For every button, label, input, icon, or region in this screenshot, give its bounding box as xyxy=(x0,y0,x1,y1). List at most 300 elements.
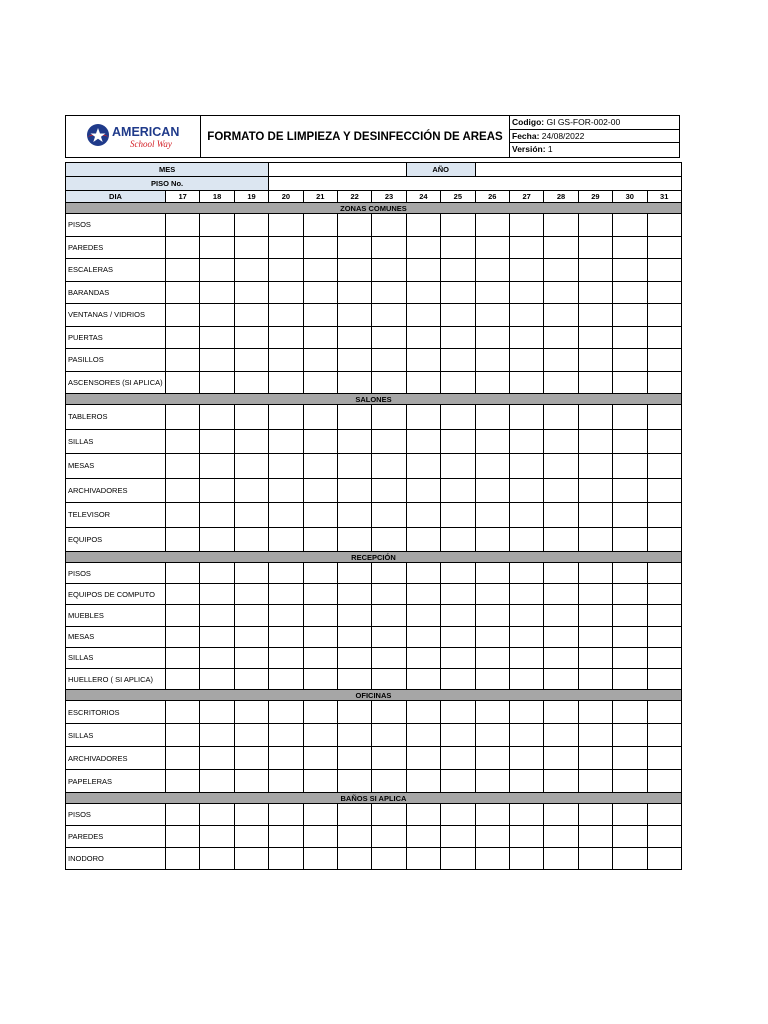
check-cell[interactable] xyxy=(647,701,681,724)
check-cell[interactable] xyxy=(234,826,268,848)
check-cell[interactable] xyxy=(166,563,200,584)
check-cell[interactable] xyxy=(166,848,200,870)
check-cell[interactable] xyxy=(269,647,303,668)
check-cell[interactable] xyxy=(475,503,509,528)
check-cell[interactable] xyxy=(475,454,509,479)
check-cell[interactable] xyxy=(544,584,578,605)
check-cell[interactable] xyxy=(578,848,612,870)
check-cell[interactable] xyxy=(475,584,509,605)
check-cell[interactable] xyxy=(578,724,612,747)
check-cell[interactable] xyxy=(613,563,647,584)
check-cell[interactable] xyxy=(406,848,440,870)
check-cell[interactable] xyxy=(647,349,681,372)
check-cell[interactable] xyxy=(647,647,681,668)
check-cell[interactable] xyxy=(372,848,406,870)
check-cell[interactable] xyxy=(613,848,647,870)
check-cell[interactable] xyxy=(303,454,337,479)
check-cell[interactable] xyxy=(441,371,475,394)
check-cell[interactable] xyxy=(166,214,200,237)
check-cell[interactable] xyxy=(509,527,543,552)
check-cell[interactable] xyxy=(234,724,268,747)
check-cell[interactable] xyxy=(166,647,200,668)
check-cell[interactable] xyxy=(337,503,371,528)
check-cell[interactable] xyxy=(578,647,612,668)
check-cell[interactable] xyxy=(372,527,406,552)
check-cell[interactable] xyxy=(303,747,337,770)
check-cell[interactable] xyxy=(234,454,268,479)
check-cell[interactable] xyxy=(441,405,475,430)
check-cell[interactable] xyxy=(200,478,234,503)
check-cell[interactable] xyxy=(166,478,200,503)
check-cell[interactable] xyxy=(613,647,647,668)
check-cell[interactable] xyxy=(406,770,440,793)
check-cell[interactable] xyxy=(337,405,371,430)
check-cell[interactable] xyxy=(303,304,337,327)
check-cell[interactable] xyxy=(544,747,578,770)
check-cell[interactable] xyxy=(441,747,475,770)
check-cell[interactable] xyxy=(166,304,200,327)
check-cell[interactable] xyxy=(303,848,337,870)
check-cell[interactable] xyxy=(372,701,406,724)
check-cell[interactable] xyxy=(337,259,371,282)
check-cell[interactable] xyxy=(509,584,543,605)
check-cell[interactable] xyxy=(372,503,406,528)
check-cell[interactable] xyxy=(406,454,440,479)
check-cell[interactable] xyxy=(269,326,303,349)
check-cell[interactable] xyxy=(441,647,475,668)
check-cell[interactable] xyxy=(406,429,440,454)
check-cell[interactable] xyxy=(406,647,440,668)
check-cell[interactable] xyxy=(647,724,681,747)
check-cell[interactable] xyxy=(406,214,440,237)
check-cell[interactable] xyxy=(337,563,371,584)
check-cell[interactable] xyxy=(234,848,268,870)
check-cell[interactable] xyxy=(613,724,647,747)
check-cell[interactable] xyxy=(269,371,303,394)
check-cell[interactable] xyxy=(166,724,200,747)
check-cell[interactable] xyxy=(509,747,543,770)
check-cell[interactable] xyxy=(234,605,268,626)
check-cell[interactable] xyxy=(509,259,543,282)
check-cell[interactable] xyxy=(613,349,647,372)
check-cell[interactable] xyxy=(337,214,371,237)
check-cell[interactable] xyxy=(372,826,406,848)
check-cell[interactable] xyxy=(303,563,337,584)
check-cell[interactable] xyxy=(441,214,475,237)
check-cell[interactable] xyxy=(372,214,406,237)
check-cell[interactable] xyxy=(544,259,578,282)
check-cell[interactable] xyxy=(200,349,234,372)
check-cell[interactable] xyxy=(441,563,475,584)
check-cell[interactable] xyxy=(166,405,200,430)
check-cell[interactable] xyxy=(406,584,440,605)
check-cell[interactable] xyxy=(200,304,234,327)
check-cell[interactable] xyxy=(613,326,647,349)
check-cell[interactable] xyxy=(234,701,268,724)
check-cell[interactable] xyxy=(544,826,578,848)
check-cell[interactable] xyxy=(166,371,200,394)
check-cell[interactable] xyxy=(200,405,234,430)
check-cell[interactable] xyxy=(234,584,268,605)
check-cell[interactable] xyxy=(406,503,440,528)
check-cell[interactable] xyxy=(269,584,303,605)
check-cell[interactable] xyxy=(269,304,303,327)
check-cell[interactable] xyxy=(234,236,268,259)
check-cell[interactable] xyxy=(544,405,578,430)
check-cell[interactable] xyxy=(200,626,234,647)
check-cell[interactable] xyxy=(613,214,647,237)
check-cell[interactable] xyxy=(647,804,681,826)
check-cell[interactable] xyxy=(475,478,509,503)
check-cell[interactable] xyxy=(200,236,234,259)
check-cell[interactable] xyxy=(200,454,234,479)
check-cell[interactable] xyxy=(613,429,647,454)
check-cell[interactable] xyxy=(475,724,509,747)
check-cell[interactable] xyxy=(337,527,371,552)
check-cell[interactable] xyxy=(509,647,543,668)
check-cell[interactable] xyxy=(509,563,543,584)
check-cell[interactable] xyxy=(166,454,200,479)
check-cell[interactable] xyxy=(647,429,681,454)
check-cell[interactable] xyxy=(544,605,578,626)
check-cell[interactable] xyxy=(303,584,337,605)
check-cell[interactable] xyxy=(337,826,371,848)
check-cell[interactable] xyxy=(337,349,371,372)
check-cell[interactable] xyxy=(613,770,647,793)
check-cell[interactable] xyxy=(509,236,543,259)
check-cell[interactable] xyxy=(475,848,509,870)
check-cell[interactable] xyxy=(509,326,543,349)
check-cell[interactable] xyxy=(647,563,681,584)
check-cell[interactable] xyxy=(303,214,337,237)
check-cell[interactable] xyxy=(406,304,440,327)
check-cell[interactable] xyxy=(372,405,406,430)
check-cell[interactable] xyxy=(578,236,612,259)
check-cell[interactable] xyxy=(647,371,681,394)
check-cell[interactable] xyxy=(234,429,268,454)
check-cell[interactable] xyxy=(372,304,406,327)
check-cell[interactable] xyxy=(269,236,303,259)
check-cell[interactable] xyxy=(406,747,440,770)
check-cell[interactable] xyxy=(337,281,371,304)
check-cell[interactable] xyxy=(200,259,234,282)
check-cell[interactable] xyxy=(269,429,303,454)
check-cell[interactable] xyxy=(372,668,406,689)
check-cell[interactable] xyxy=(613,478,647,503)
check-cell[interactable] xyxy=(269,605,303,626)
check-cell[interactable] xyxy=(372,724,406,747)
check-cell[interactable] xyxy=(544,349,578,372)
check-cell[interactable] xyxy=(200,668,234,689)
check-cell[interactable] xyxy=(234,349,268,372)
check-cell[interactable] xyxy=(372,429,406,454)
check-cell[interactable] xyxy=(337,429,371,454)
check-cell[interactable] xyxy=(200,214,234,237)
check-cell[interactable] xyxy=(200,503,234,528)
check-cell[interactable] xyxy=(578,605,612,626)
check-cell[interactable] xyxy=(406,626,440,647)
check-cell[interactable] xyxy=(613,826,647,848)
check-cell[interactable] xyxy=(441,605,475,626)
check-cell[interactable] xyxy=(337,371,371,394)
check-cell[interactable] xyxy=(475,259,509,282)
check-cell[interactable] xyxy=(234,770,268,793)
check-cell[interactable] xyxy=(544,848,578,870)
check-cell[interactable] xyxy=(372,236,406,259)
check-cell[interactable] xyxy=(303,605,337,626)
check-cell[interactable] xyxy=(166,701,200,724)
check-cell[interactable] xyxy=(234,668,268,689)
check-cell[interactable] xyxy=(269,804,303,826)
check-cell[interactable] xyxy=(234,503,268,528)
check-cell[interactable] xyxy=(166,281,200,304)
check-cell[interactable] xyxy=(544,563,578,584)
check-cell[interactable] xyxy=(613,804,647,826)
check-cell[interactable] xyxy=(613,584,647,605)
check-cell[interactable] xyxy=(544,701,578,724)
check-cell[interactable] xyxy=(406,804,440,826)
check-cell[interactable] xyxy=(441,304,475,327)
check-cell[interactable] xyxy=(166,236,200,259)
check-cell[interactable] xyxy=(578,826,612,848)
check-cell[interactable] xyxy=(441,584,475,605)
check-cell[interactable] xyxy=(509,605,543,626)
check-cell[interactable] xyxy=(613,281,647,304)
check-cell[interactable] xyxy=(200,848,234,870)
check-cell[interactable] xyxy=(269,349,303,372)
check-cell[interactable] xyxy=(200,527,234,552)
check-cell[interactable] xyxy=(269,724,303,747)
check-cell[interactable] xyxy=(337,304,371,327)
check-cell[interactable] xyxy=(578,668,612,689)
check-cell[interactable] xyxy=(200,584,234,605)
check-cell[interactable] xyxy=(269,668,303,689)
check-cell[interactable] xyxy=(303,626,337,647)
check-cell[interactable] xyxy=(578,701,612,724)
check-cell[interactable] xyxy=(475,236,509,259)
check-cell[interactable] xyxy=(234,281,268,304)
piso-input-cell[interactable] xyxy=(269,177,682,191)
check-cell[interactable] xyxy=(544,478,578,503)
ano-input-cell[interactable] xyxy=(475,163,681,177)
check-cell[interactable] xyxy=(441,326,475,349)
check-cell[interactable] xyxy=(406,349,440,372)
check-cell[interactable] xyxy=(475,668,509,689)
check-cell[interactable] xyxy=(337,647,371,668)
check-cell[interactable] xyxy=(269,405,303,430)
check-cell[interactable] xyxy=(441,503,475,528)
check-cell[interactable] xyxy=(372,371,406,394)
check-cell[interactable] xyxy=(613,747,647,770)
check-cell[interactable] xyxy=(269,701,303,724)
check-cell[interactable] xyxy=(578,405,612,430)
check-cell[interactable] xyxy=(441,429,475,454)
check-cell[interactable] xyxy=(647,326,681,349)
check-cell[interactable] xyxy=(303,701,337,724)
check-cell[interactable] xyxy=(269,527,303,552)
check-cell[interactable] xyxy=(544,770,578,793)
check-cell[interactable] xyxy=(544,668,578,689)
check-cell[interactable] xyxy=(234,405,268,430)
check-cell[interactable] xyxy=(578,626,612,647)
check-cell[interactable] xyxy=(337,236,371,259)
check-cell[interactable] xyxy=(406,326,440,349)
check-cell[interactable] xyxy=(578,503,612,528)
check-cell[interactable] xyxy=(475,804,509,826)
check-cell[interactable] xyxy=(509,701,543,724)
check-cell[interactable] xyxy=(544,304,578,327)
check-cell[interactable] xyxy=(269,563,303,584)
check-cell[interactable] xyxy=(509,724,543,747)
check-cell[interactable] xyxy=(613,454,647,479)
check-cell[interactable] xyxy=(166,503,200,528)
check-cell[interactable] xyxy=(613,626,647,647)
check-cell[interactable] xyxy=(372,326,406,349)
check-cell[interactable] xyxy=(234,563,268,584)
check-cell[interactable] xyxy=(613,371,647,394)
check-cell[interactable] xyxy=(578,259,612,282)
check-cell[interactable] xyxy=(578,747,612,770)
check-cell[interactable] xyxy=(303,527,337,552)
check-cell[interactable] xyxy=(441,701,475,724)
check-cell[interactable] xyxy=(544,503,578,528)
check-cell[interactable] xyxy=(303,326,337,349)
check-cell[interactable] xyxy=(647,668,681,689)
check-cell[interactable] xyxy=(303,349,337,372)
check-cell[interactable] xyxy=(372,349,406,372)
check-cell[interactable] xyxy=(337,747,371,770)
check-cell[interactable] xyxy=(200,647,234,668)
check-cell[interactable] xyxy=(269,826,303,848)
check-cell[interactable] xyxy=(303,826,337,848)
check-cell[interactable] xyxy=(544,647,578,668)
check-cell[interactable] xyxy=(303,647,337,668)
check-cell[interactable] xyxy=(578,584,612,605)
check-cell[interactable] xyxy=(441,236,475,259)
check-cell[interactable] xyxy=(269,281,303,304)
check-cell[interactable] xyxy=(475,349,509,372)
check-cell[interactable] xyxy=(406,259,440,282)
check-cell[interactable] xyxy=(441,804,475,826)
check-cell[interactable] xyxy=(303,236,337,259)
check-cell[interactable] xyxy=(509,281,543,304)
check-cell[interactable] xyxy=(406,478,440,503)
check-cell[interactable] xyxy=(509,478,543,503)
check-cell[interactable] xyxy=(406,605,440,626)
check-cell[interactable] xyxy=(544,626,578,647)
check-cell[interactable] xyxy=(578,527,612,552)
check-cell[interactable] xyxy=(647,848,681,870)
check-cell[interactable] xyxy=(544,429,578,454)
check-cell[interactable] xyxy=(441,848,475,870)
check-cell[interactable] xyxy=(406,826,440,848)
check-cell[interactable] xyxy=(303,429,337,454)
check-cell[interactable] xyxy=(337,605,371,626)
check-cell[interactable] xyxy=(337,478,371,503)
check-cell[interactable] xyxy=(200,724,234,747)
check-cell[interactable] xyxy=(303,668,337,689)
check-cell[interactable] xyxy=(269,478,303,503)
check-cell[interactable] xyxy=(269,747,303,770)
check-cell[interactable] xyxy=(269,503,303,528)
check-cell[interactable] xyxy=(166,668,200,689)
check-cell[interactable] xyxy=(647,259,681,282)
check-cell[interactable] xyxy=(475,826,509,848)
check-cell[interactable] xyxy=(441,259,475,282)
check-cell[interactable] xyxy=(372,584,406,605)
check-cell[interactable] xyxy=(406,405,440,430)
check-cell[interactable] xyxy=(303,478,337,503)
check-cell[interactable] xyxy=(509,214,543,237)
check-cell[interactable] xyxy=(303,770,337,793)
check-cell[interactable] xyxy=(544,454,578,479)
check-cell[interactable] xyxy=(647,454,681,479)
check-cell[interactable] xyxy=(647,281,681,304)
check-cell[interactable] xyxy=(544,724,578,747)
check-cell[interactable] xyxy=(372,626,406,647)
check-cell[interactable] xyxy=(200,326,234,349)
check-cell[interactable] xyxy=(441,724,475,747)
check-cell[interactable] xyxy=(372,770,406,793)
check-cell[interactable] xyxy=(337,770,371,793)
check-cell[interactable] xyxy=(475,304,509,327)
check-cell[interactable] xyxy=(441,527,475,552)
check-cell[interactable] xyxy=(372,563,406,584)
check-cell[interactable] xyxy=(406,724,440,747)
check-cell[interactable] xyxy=(509,668,543,689)
check-cell[interactable] xyxy=(234,478,268,503)
check-cell[interactable] xyxy=(647,503,681,528)
check-cell[interactable] xyxy=(509,770,543,793)
check-cell[interactable] xyxy=(303,503,337,528)
check-cell[interactable] xyxy=(475,429,509,454)
check-cell[interactable] xyxy=(200,371,234,394)
check-cell[interactable] xyxy=(544,527,578,552)
check-cell[interactable] xyxy=(647,605,681,626)
check-cell[interactable] xyxy=(613,304,647,327)
check-cell[interactable] xyxy=(475,281,509,304)
check-cell[interactable] xyxy=(406,701,440,724)
check-cell[interactable] xyxy=(406,281,440,304)
check-cell[interactable] xyxy=(578,304,612,327)
check-cell[interactable] xyxy=(647,770,681,793)
check-cell[interactable] xyxy=(509,371,543,394)
check-cell[interactable] xyxy=(166,626,200,647)
mes-input-cell[interactable] xyxy=(269,163,407,177)
check-cell[interactable] xyxy=(200,605,234,626)
check-cell[interactable] xyxy=(441,770,475,793)
check-cell[interactable] xyxy=(475,326,509,349)
check-cell[interactable] xyxy=(234,259,268,282)
check-cell[interactable] xyxy=(406,527,440,552)
check-cell[interactable] xyxy=(578,563,612,584)
check-cell[interactable] xyxy=(200,429,234,454)
check-cell[interactable] xyxy=(200,747,234,770)
check-cell[interactable] xyxy=(234,804,268,826)
check-cell[interactable] xyxy=(578,770,612,793)
check-cell[interactable] xyxy=(475,770,509,793)
check-cell[interactable] xyxy=(166,584,200,605)
check-cell[interactable] xyxy=(578,281,612,304)
check-cell[interactable] xyxy=(509,848,543,870)
check-cell[interactable] xyxy=(509,349,543,372)
check-cell[interactable] xyxy=(166,527,200,552)
check-cell[interactable] xyxy=(337,804,371,826)
check-cell[interactable] xyxy=(475,405,509,430)
check-cell[interactable] xyxy=(269,259,303,282)
check-cell[interactable] xyxy=(269,454,303,479)
check-cell[interactable] xyxy=(647,626,681,647)
